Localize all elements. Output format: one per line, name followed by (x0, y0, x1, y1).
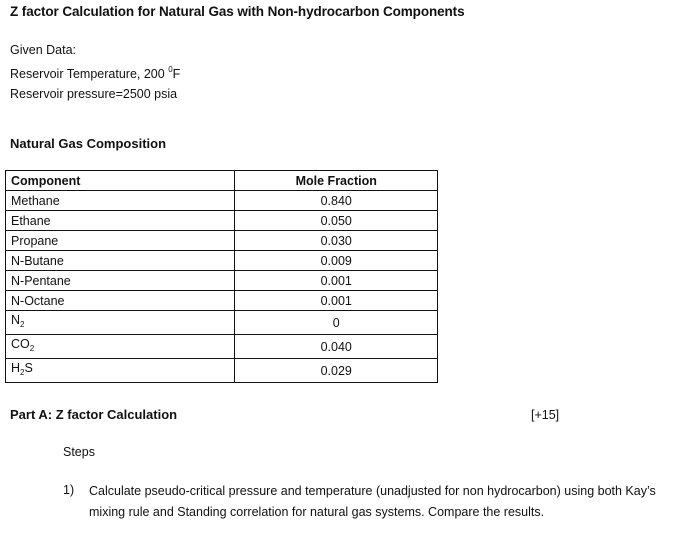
table-row (6, 311, 438, 335)
mole-fraction-value: 0.001 (235, 271, 438, 291)
component-name: N-Octane (6, 291, 235, 311)
part-a-points: [+15] (531, 408, 560, 422)
given-data-heading: Given Data: (10, 43, 77, 57)
component-name: Methane (6, 191, 235, 211)
formula-subscript: 2 (20, 368, 25, 377)
formula-subscript: 2 (29, 344, 35, 353)
component-name: Ethane (6, 211, 235, 231)
formula-main: CO (11, 337, 30, 351)
component-name: Propane (6, 231, 235, 251)
document-title: Z factor Calculation for Natural Gas with Non-hydrocarbon Components (10, 4, 465, 19)
reservoir-temperature-label: Reservoir Temperature, 200 (10, 67, 169, 81)
mole-fraction-value: 0.009 (235, 251, 438, 271)
formula-main: N (11, 313, 21, 327)
degree-symbol: 0 (168, 65, 173, 74)
composition-heading: Natural Gas Composition (10, 136, 167, 151)
mole-fraction-value: 0.840 (235, 191, 438, 211)
mole-fraction-value: 0.030 (235, 231, 438, 251)
table-row (6, 335, 438, 359)
reservoir-temperature (10, 60, 180, 84)
table-row (6, 271, 438, 291)
part-a-heading: Part A: Z factor Calculation (10, 407, 178, 422)
mole-fraction-value: 0.040 (235, 335, 438, 359)
given-data-block (10, 40, 180, 104)
column-header-component: Component (6, 171, 235, 191)
table-row (6, 291, 438, 311)
step-number: 1) (63, 483, 75, 497)
table-row (6, 211, 438, 231)
steps-label: Steps (63, 445, 95, 459)
component-name: N-Pentane (6, 271, 235, 291)
table-row (6, 251, 438, 271)
component-name (6, 335, 235, 359)
table-row (6, 359, 438, 383)
mole-fraction-value: 0.029 (235, 359, 438, 383)
mole-fraction-value: 0.001 (235, 291, 438, 311)
formula-subscript: 2 (20, 320, 25, 329)
mole-fraction-value: 0.050 (235, 211, 438, 231)
table-header-row (6, 171, 438, 191)
formula-after: S (24, 361, 33, 375)
component-name: N-Butane (6, 251, 235, 271)
composition-table (5, 170, 438, 383)
table-row (6, 191, 438, 211)
column-header-mole-fraction: Mole Fraction (235, 171, 438, 191)
component-name (6, 359, 235, 383)
mole-fraction-value: 0 (235, 311, 438, 335)
component-name (6, 311, 235, 335)
formula-main: H (11, 361, 21, 375)
reservoir-pressure: Reservoir pressure=2500 psia (10, 87, 178, 101)
table-row (6, 231, 438, 251)
step-text: Calculate pseudo-critical pressure and temperature (unadjusted for non hydrocarbon) using both Kay’s mixing rule and Standing correlation for natural gas systems. Compare the results. (89, 484, 656, 519)
temperature-unit: F (172, 67, 181, 81)
